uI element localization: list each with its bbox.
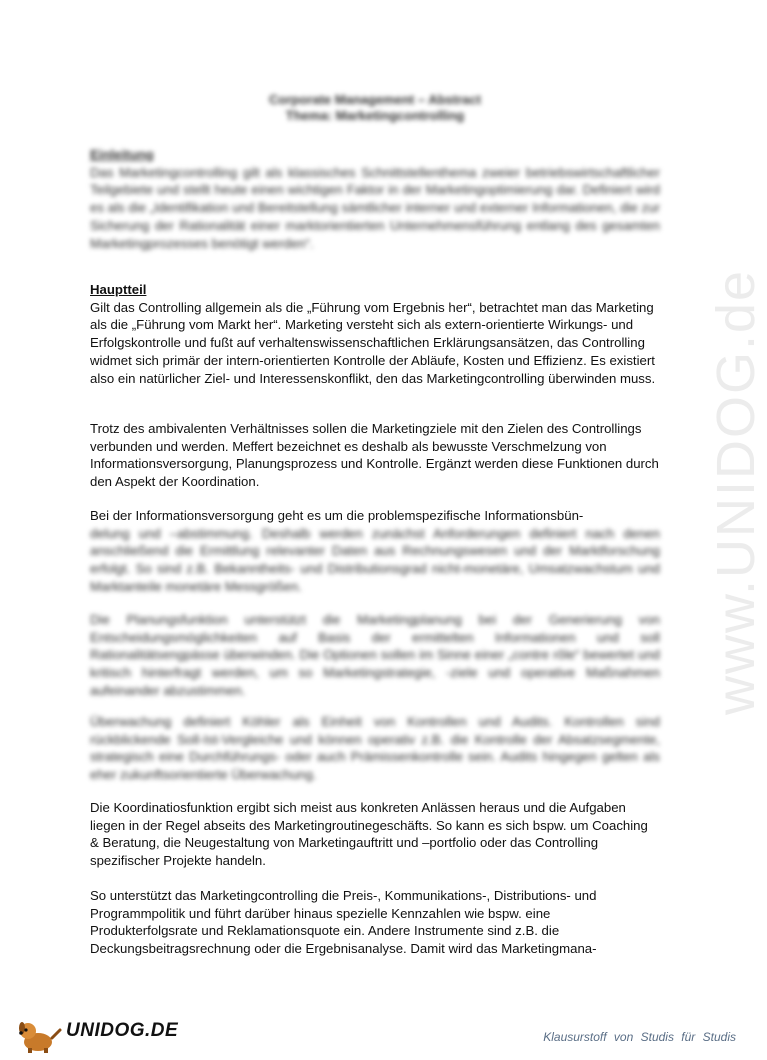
- main-paragraph-4: Die Planungsfunktion unterstützt die Marketingplanung bei der Generierung von Entscheidungsmöglichkeiten auf Basis der ermittelten Informationen und soll Rationalitätsengpässe überwinden. Die Optionen sollen im Sinne einer „contre rôle“ bewertet und kritisch hinterfragt werden, um so Marketingstrategie, -ziele und operative Maßnahmen aufeinander abzustimmen.: [90, 612, 660, 698]
- main-paragraph-4-block: [90, 611, 660, 700]
- main-paragraph-7-block: [90, 887, 660, 958]
- main-paragraph-7: So unterstützt das Marketingcontrolling die Preis-, Kommunikations-, Distributions- und Programmpolitik und führt darüber hinaus spezielle Kennzahlen wie bspw. eine Produkterfolgsrate und Reklamationsquote ein. Andere Instrumente sind z.B. die Deckungsbeitragsrechnung oder die Ergebnisanalyse. Damit wird das Marketingmana-: [90, 888, 597, 957]
- intro-section: [90, 146, 660, 252]
- intro-text: Das Marketingcontrolling gilt als klassisches Schnittstellenthema zweier betriebswirtschaftlicher Teilgebiete und stellt heute einen wichtigen Faktor in der Marketingoptimierung dar. Definiert wird es als die „Identifikation und Bereitstellung sämtlicher interner und externer Informationen, die zur Sicherung der Rationalität einer marktorientierten Unternehmensführung entlang des gesamten Marketingprozesses benötigt werden“.: [90, 164, 660, 251]
- watermark: www.UNIDOG.de: [706, 268, 766, 715]
- main-paragraph-5-block: [90, 713, 660, 784]
- document-title: Corporate Management – Abstract: [269, 92, 481, 107]
- main-paragraph-6-block: [90, 799, 660, 870]
- logo-text: UNIDOG.DE: [66, 1020, 179, 1041]
- main-paragraph-6: Die Koordinatiosfunktion ergibt sich meist aus konkreten Anlässen heraus und die Aufgaben liegen in der Regel abseits des Marketingroutinegeschäfts. So kann es sich bspw. um Coaching & Beratung, die Neugestaltung von Marketingauftritt und –portfolio oder das Controlling spezifischer Projekte handeln.: [90, 800, 648, 869]
- main-paragraph-3-rest: delung und –abstimmung. Deshalb werden zunächst Anforderungen definiert nach denen anschließend die Ermittlung relevanter Daten aus Rechnungswesen und der Marktforschung erfolgt. So sind z.B. Bekanntheits- und Distributionsgrad nicht-monetäre, Umsatzwachstum und Marktanteile monetäre Messgrößen.: [90, 525, 660, 594]
- main-section: [90, 281, 660, 387]
- main-paragraph-3-first-line: Bei der Informationsversorgung geht es um die problemspezifische Informationsbün-: [90, 508, 584, 523]
- main-heading: Hauptteil: [90, 282, 147, 297]
- unidog-logo[interactable]: [14, 1018, 179, 1054]
- main-paragraph-3-block: [90, 507, 660, 596]
- footer-tagline: Klausurstoff von Studis für Studis: [543, 1030, 736, 1044]
- dog-icon: [14, 1018, 64, 1054]
- main-paragraph-5: Überwachung definiert Köhler als Einheit von Kontrollen und Audits. Kontrollen sind rückblickende Soll-Ist-Vergleiche und können operativ z.B. die Kontrolle der Absatzsegmente, strategisch eine Durchführungs- oder auch Prämissenkontrolle sein. Audits hingegen gelten als eher zukunftsorientierte Überwachung.: [90, 714, 660, 783]
- main-paragraph-2: Trotz des ambivalenten Verhältnisses sollen die Marketingziele mit den Zielen des Controllings verbunden und werden. Meffert bezeichnet es deshalb als bewusste Verschmelzung von Informationsversorgung, Planungsprozess und Kontrolle. Ergänzt werden diese Funktionen durch den Aspekt der Koordination.: [90, 421, 659, 490]
- main-paragraph-1: Gilt das Controlling allgemein als die „Führung vom Ergebnis her“, betrachtet man das Marketing als die „Führung vom Markt her“. Marketing versteht sich als extern-orientierte Wirkungs- und Erfolgskontrolle und fußt auf verhaltenswissenschaftlichen Erklärungsansätzen, das Controlling widmet sich primär der intern-orientierten Kontrolle der Abläufe, Kosten und Effizienz. Es existiert also ein natürlicher Ziel- und Interessenskonflikt, den das Marketingcontrolling überwinden muss.: [90, 299, 656, 386]
- document-subtitle: Thema: Marketingcontrolling: [285, 108, 465, 123]
- intro-heading: Einleitung: [90, 147, 154, 162]
- document-header: [90, 92, 660, 124]
- main-paragraph-2-block: [90, 420, 660, 491]
